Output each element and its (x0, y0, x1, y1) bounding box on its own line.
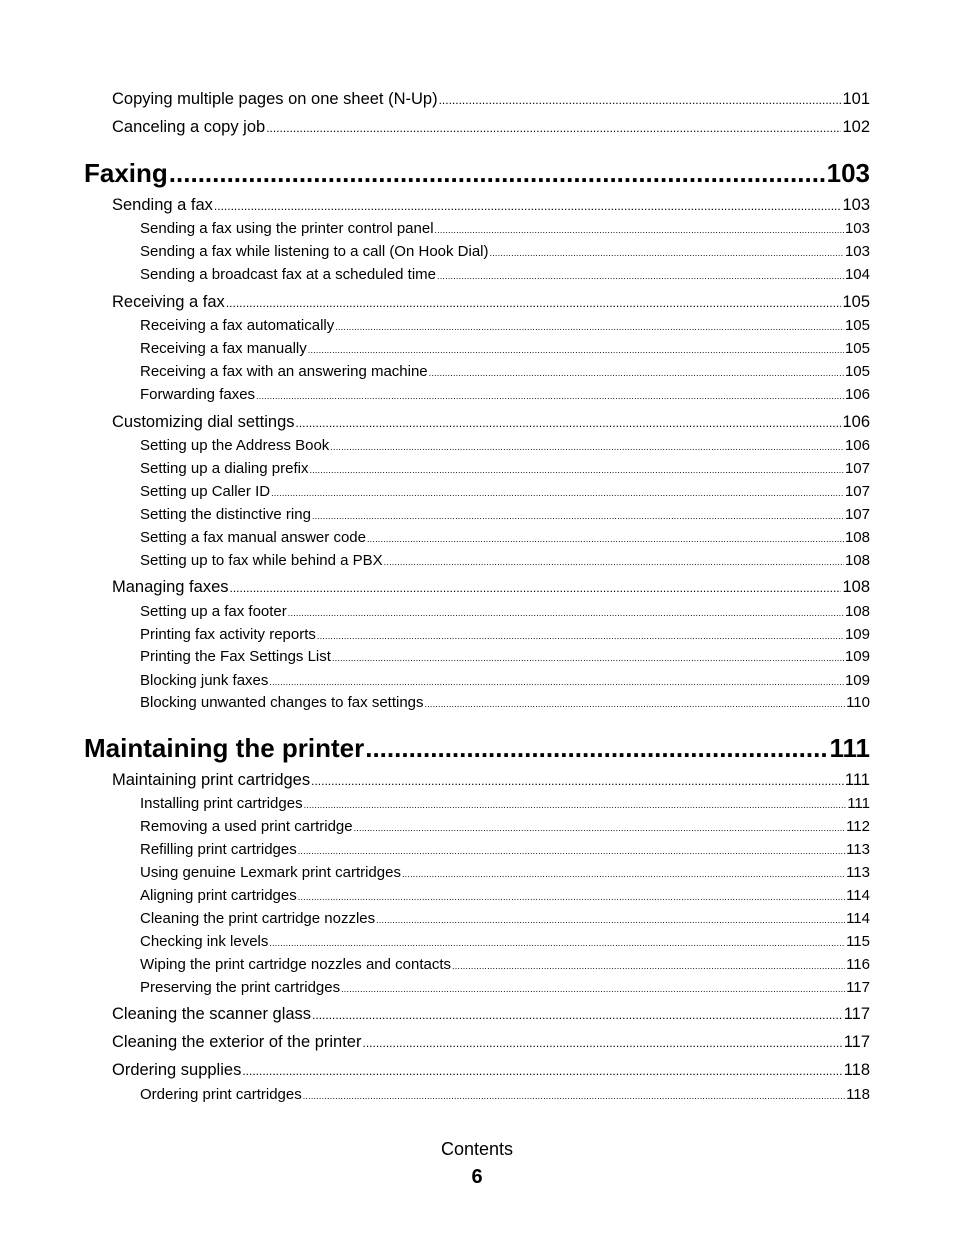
toc-subsection-entry[interactable] (140, 220, 870, 237)
dot-leader (335, 322, 844, 332)
toc-entry-page-number: 118 (846, 1086, 870, 1103)
toc-entry-page-number: 115 (846, 933, 870, 950)
toc-entry-title: Sending a broadcast fax at a scheduled time (140, 266, 437, 283)
toc-entry-page-number: 109 (844, 672, 870, 689)
toc-subsection-entry[interactable] (140, 437, 870, 454)
toc-entry-title: Receiving a fax automatically (140, 317, 335, 334)
toc-entry-page-number: 111 (847, 795, 870, 812)
dot-leader (256, 391, 844, 401)
dot-leader (312, 1008, 843, 1022)
toc-entry-page-number: 108 (842, 578, 870, 596)
toc-entry-title: Cleaning the exterior of the printer (112, 1033, 362, 1051)
toc-subsection-entry[interactable] (140, 626, 870, 643)
toc-entry-title: Sending a fax using the printer control panel (140, 220, 434, 237)
toc-entry-title: Setting up Caller ID (140, 483, 271, 500)
dot-leader (269, 938, 845, 948)
footer-page-number: 6 (471, 1166, 483, 1188)
toc-entry-title: Copying multiple pages on one sheet (N-Up) (112, 90, 438, 108)
toc-entry-title: Setting up a fax footer (140, 603, 287, 620)
toc-entry-page-number: 106 (842, 413, 870, 431)
dot-leader (317, 631, 844, 641)
toc-entry-page-number: 117 (843, 1005, 870, 1023)
toc-entry-title: Ordering print cartridges (140, 1086, 302, 1103)
toc-subsection-entry[interactable] (140, 363, 870, 380)
toc-entry-page-number: 105 (844, 317, 870, 334)
toc-entry-page-number: 113 (846, 841, 870, 858)
toc-entry-page-number: 101 (842, 90, 870, 108)
toc-chapter-entry[interactable] (84, 733, 870, 764)
toc-entry-page-number: 110 (846, 694, 870, 711)
dot-leader (296, 416, 842, 430)
toc-subsection-entry[interactable] (140, 552, 870, 569)
toc-entry-page-number: 114 (846, 887, 870, 904)
dot-leader (298, 892, 845, 902)
toc-entry-page-number: 105 (844, 340, 870, 357)
dot-leader (298, 846, 845, 856)
dot-leader (435, 225, 844, 235)
dot-leader (376, 915, 845, 925)
toc-entry-title: Wiping the print cartridge nozzles and contacts (140, 956, 451, 973)
toc-entry-title: Ordering supplies (112, 1061, 242, 1079)
toc-section-entry[interactable] (112, 1005, 870, 1024)
dot-leader (303, 1091, 845, 1101)
toc-entry-title: Installing print cartridges (140, 795, 303, 812)
dot-leader (365, 733, 828, 764)
toc-entry-title: Customizing dial settings (112, 413, 295, 431)
toc-entry-title: Sending a fax while listening to a call (On Hook Dial) (140, 243, 489, 260)
toc-entry-page-number: 111 (829, 733, 870, 763)
toc-entry-page-number: 114 (846, 910, 870, 927)
toc-subsection-entry[interactable] (140, 956, 870, 973)
dot-leader (354, 823, 845, 833)
toc-subsection-entry[interactable] (140, 266, 870, 283)
toc-entry-title: Setting the distinctive ring (140, 506, 311, 523)
dot-leader (226, 296, 842, 310)
toc-entry-page-number: 113 (846, 864, 870, 881)
toc-entry-title: Maintaining print cartridges (112, 771, 311, 789)
dot-leader (312, 511, 844, 521)
dot-leader (230, 581, 842, 595)
dot-leader (214, 199, 842, 213)
toc-entry-title: Setting up the Address Book (140, 437, 330, 454)
toc-section-entry[interactable] (112, 413, 870, 432)
toc-entry-page-number: 103 (844, 220, 870, 237)
toc-section-entry[interactable] (112, 293, 870, 312)
dot-leader (402, 869, 845, 879)
dot-leader (384, 557, 844, 567)
dot-leader (437, 271, 844, 281)
dot-leader (341, 984, 845, 994)
toc-section-entry[interactable] (112, 90, 870, 109)
toc-subsection-entry[interactable] (140, 672, 870, 689)
toc-section-entry[interactable] (112, 196, 870, 215)
dot-leader (309, 465, 844, 475)
toc-subsection-entry[interactable] (140, 818, 870, 835)
toc-entry-page-number: 117 (843, 1033, 870, 1051)
toc-subsection-entry[interactable] (140, 795, 870, 812)
toc-section-entry[interactable] (112, 1061, 870, 1080)
toc-entry-page-number: 107 (844, 506, 870, 523)
toc-subsection-entry[interactable] (140, 529, 870, 546)
toc-entry-title: Sending a fax (112, 196, 213, 214)
toc-section-entry[interactable] (112, 118, 870, 137)
dot-leader (242, 1064, 842, 1078)
toc-entry-title: Using genuine Lexmark print cartridges (140, 864, 401, 881)
dot-leader (490, 248, 844, 258)
footer-section-label: Contents (440, 1139, 514, 1159)
toc-subsection-entry[interactable] (140, 243, 870, 260)
toc-subsection-entry[interactable] (140, 603, 870, 620)
toc-entry-page-number: 108 (844, 552, 870, 569)
toc-entry-page-number: 103 (844, 243, 870, 260)
toc-entry-page-number: 108 (844, 529, 870, 546)
toc-entry-page-number: 105 (844, 363, 870, 380)
toc-entry-title: Checking ink levels (140, 933, 269, 950)
toc-subsection-entry[interactable] (140, 887, 870, 904)
toc-entry-title: Canceling a copy job (112, 118, 266, 136)
toc-subsection-entry[interactable] (140, 317, 870, 334)
toc-entry-page-number: 116 (846, 956, 870, 973)
toc-entry-page-number: 109 (844, 626, 870, 643)
toc-entry-page-number: 103 (826, 158, 870, 188)
toc-subsection-entry[interactable] (140, 910, 870, 927)
toc-subsection-entry[interactable] (140, 340, 870, 357)
toc-entry-page-number: 106 (844, 437, 870, 454)
toc-section-entry[interactable] (112, 578, 870, 597)
dot-leader (304, 800, 847, 810)
toc-subsection-entry[interactable] (140, 933, 870, 950)
toc-entry-title: Aligning print cartridges (140, 887, 297, 904)
toc-entry-title: Receiving a fax with an answering machine (140, 363, 428, 380)
toc-subsection-entry[interactable] (140, 841, 870, 858)
toc-subsection-entry[interactable] (140, 460, 870, 477)
toc-chapter-entry[interactable] (84, 158, 870, 189)
toc-entry-title: Preserving the print cartridges (140, 979, 341, 996)
dot-leader (452, 961, 845, 971)
toc-subsection-entry[interactable] (140, 864, 870, 881)
toc-entry-page-number: 107 (844, 460, 870, 477)
toc-entry-page-number: 107 (844, 483, 870, 500)
toc-subsection-entry[interactable] (140, 506, 870, 523)
toc-entry-title: Printing fax activity reports (140, 626, 316, 643)
toc-entry-title: Blocking unwanted changes to fax settings (140, 694, 424, 711)
dot-leader (169, 158, 826, 189)
dot-leader (266, 121, 841, 135)
dot-leader (439, 93, 842, 107)
dot-leader (332, 653, 844, 663)
toc-entry-title: Refilling print cartridges (140, 841, 297, 858)
dot-leader (308, 345, 844, 355)
toc-entry-title: Managing faxes (112, 578, 229, 596)
dot-leader (425, 699, 846, 709)
toc-entry-page-number: 104 (844, 266, 870, 283)
toc-entry-title: Blocking junk faxes (140, 672, 269, 689)
toc-entry-title: Setting up a dialing prefix (140, 460, 309, 477)
toc-subsection-entry[interactable] (140, 979, 870, 996)
toc-section-entry[interactable] (112, 771, 870, 790)
dot-leader (362, 1036, 842, 1050)
toc-entry-title: Cleaning the scanner glass (112, 1005, 312, 1023)
toc-entry-page-number: 112 (846, 818, 870, 835)
dot-leader (269, 677, 844, 687)
dot-leader (330, 442, 844, 452)
dot-leader (288, 608, 844, 618)
toc-subsection-entry[interactable] (140, 1086, 870, 1103)
toc-subsection-entry[interactable] (140, 694, 870, 711)
toc-entry-page-number: 117 (846, 979, 870, 996)
toc-subsection-entry[interactable] (140, 386, 870, 403)
toc-subsection-entry[interactable] (140, 648, 870, 665)
toc-entry-title: Forwarding faxes (140, 386, 256, 403)
toc-entry-title: Receiving a fax manually (140, 340, 307, 357)
dot-leader (271, 488, 844, 498)
toc-entry-title: Setting up to fax while behind a PBX (140, 552, 383, 569)
toc-section-entry[interactable] (112, 1033, 870, 1052)
toc-entry-page-number: 105 (842, 293, 870, 311)
toc-entry-page-number: 109 (844, 648, 870, 665)
toc-entry-title: Maintaining the printer (84, 733, 365, 763)
toc-entry-title: Cleaning the print cartridge nozzles (140, 910, 376, 927)
dot-leader (429, 368, 844, 378)
toc-entry-title: Setting a fax manual answer code (140, 529, 366, 546)
toc-entry-title: Printing the Fax Settings List (140, 648, 331, 665)
toc-subsection-entry[interactable] (140, 483, 870, 500)
toc-entry-title: Faxing (84, 158, 168, 188)
toc-entry-page-number: 111 (844, 771, 870, 789)
toc-entry-page-number: 102 (842, 118, 870, 136)
toc-entry-page-number: 103 (842, 196, 870, 214)
toc-entry-title: Receiving a fax (112, 293, 225, 311)
dot-leader (311, 774, 844, 788)
toc-entry-page-number: 106 (844, 386, 870, 403)
dot-leader (367, 534, 844, 544)
toc-entry-page-number: 118 (843, 1061, 870, 1079)
toc-entry-title: Removing a used print cartridge (140, 818, 353, 835)
toc-entry-page-number: 108 (844, 603, 870, 620)
